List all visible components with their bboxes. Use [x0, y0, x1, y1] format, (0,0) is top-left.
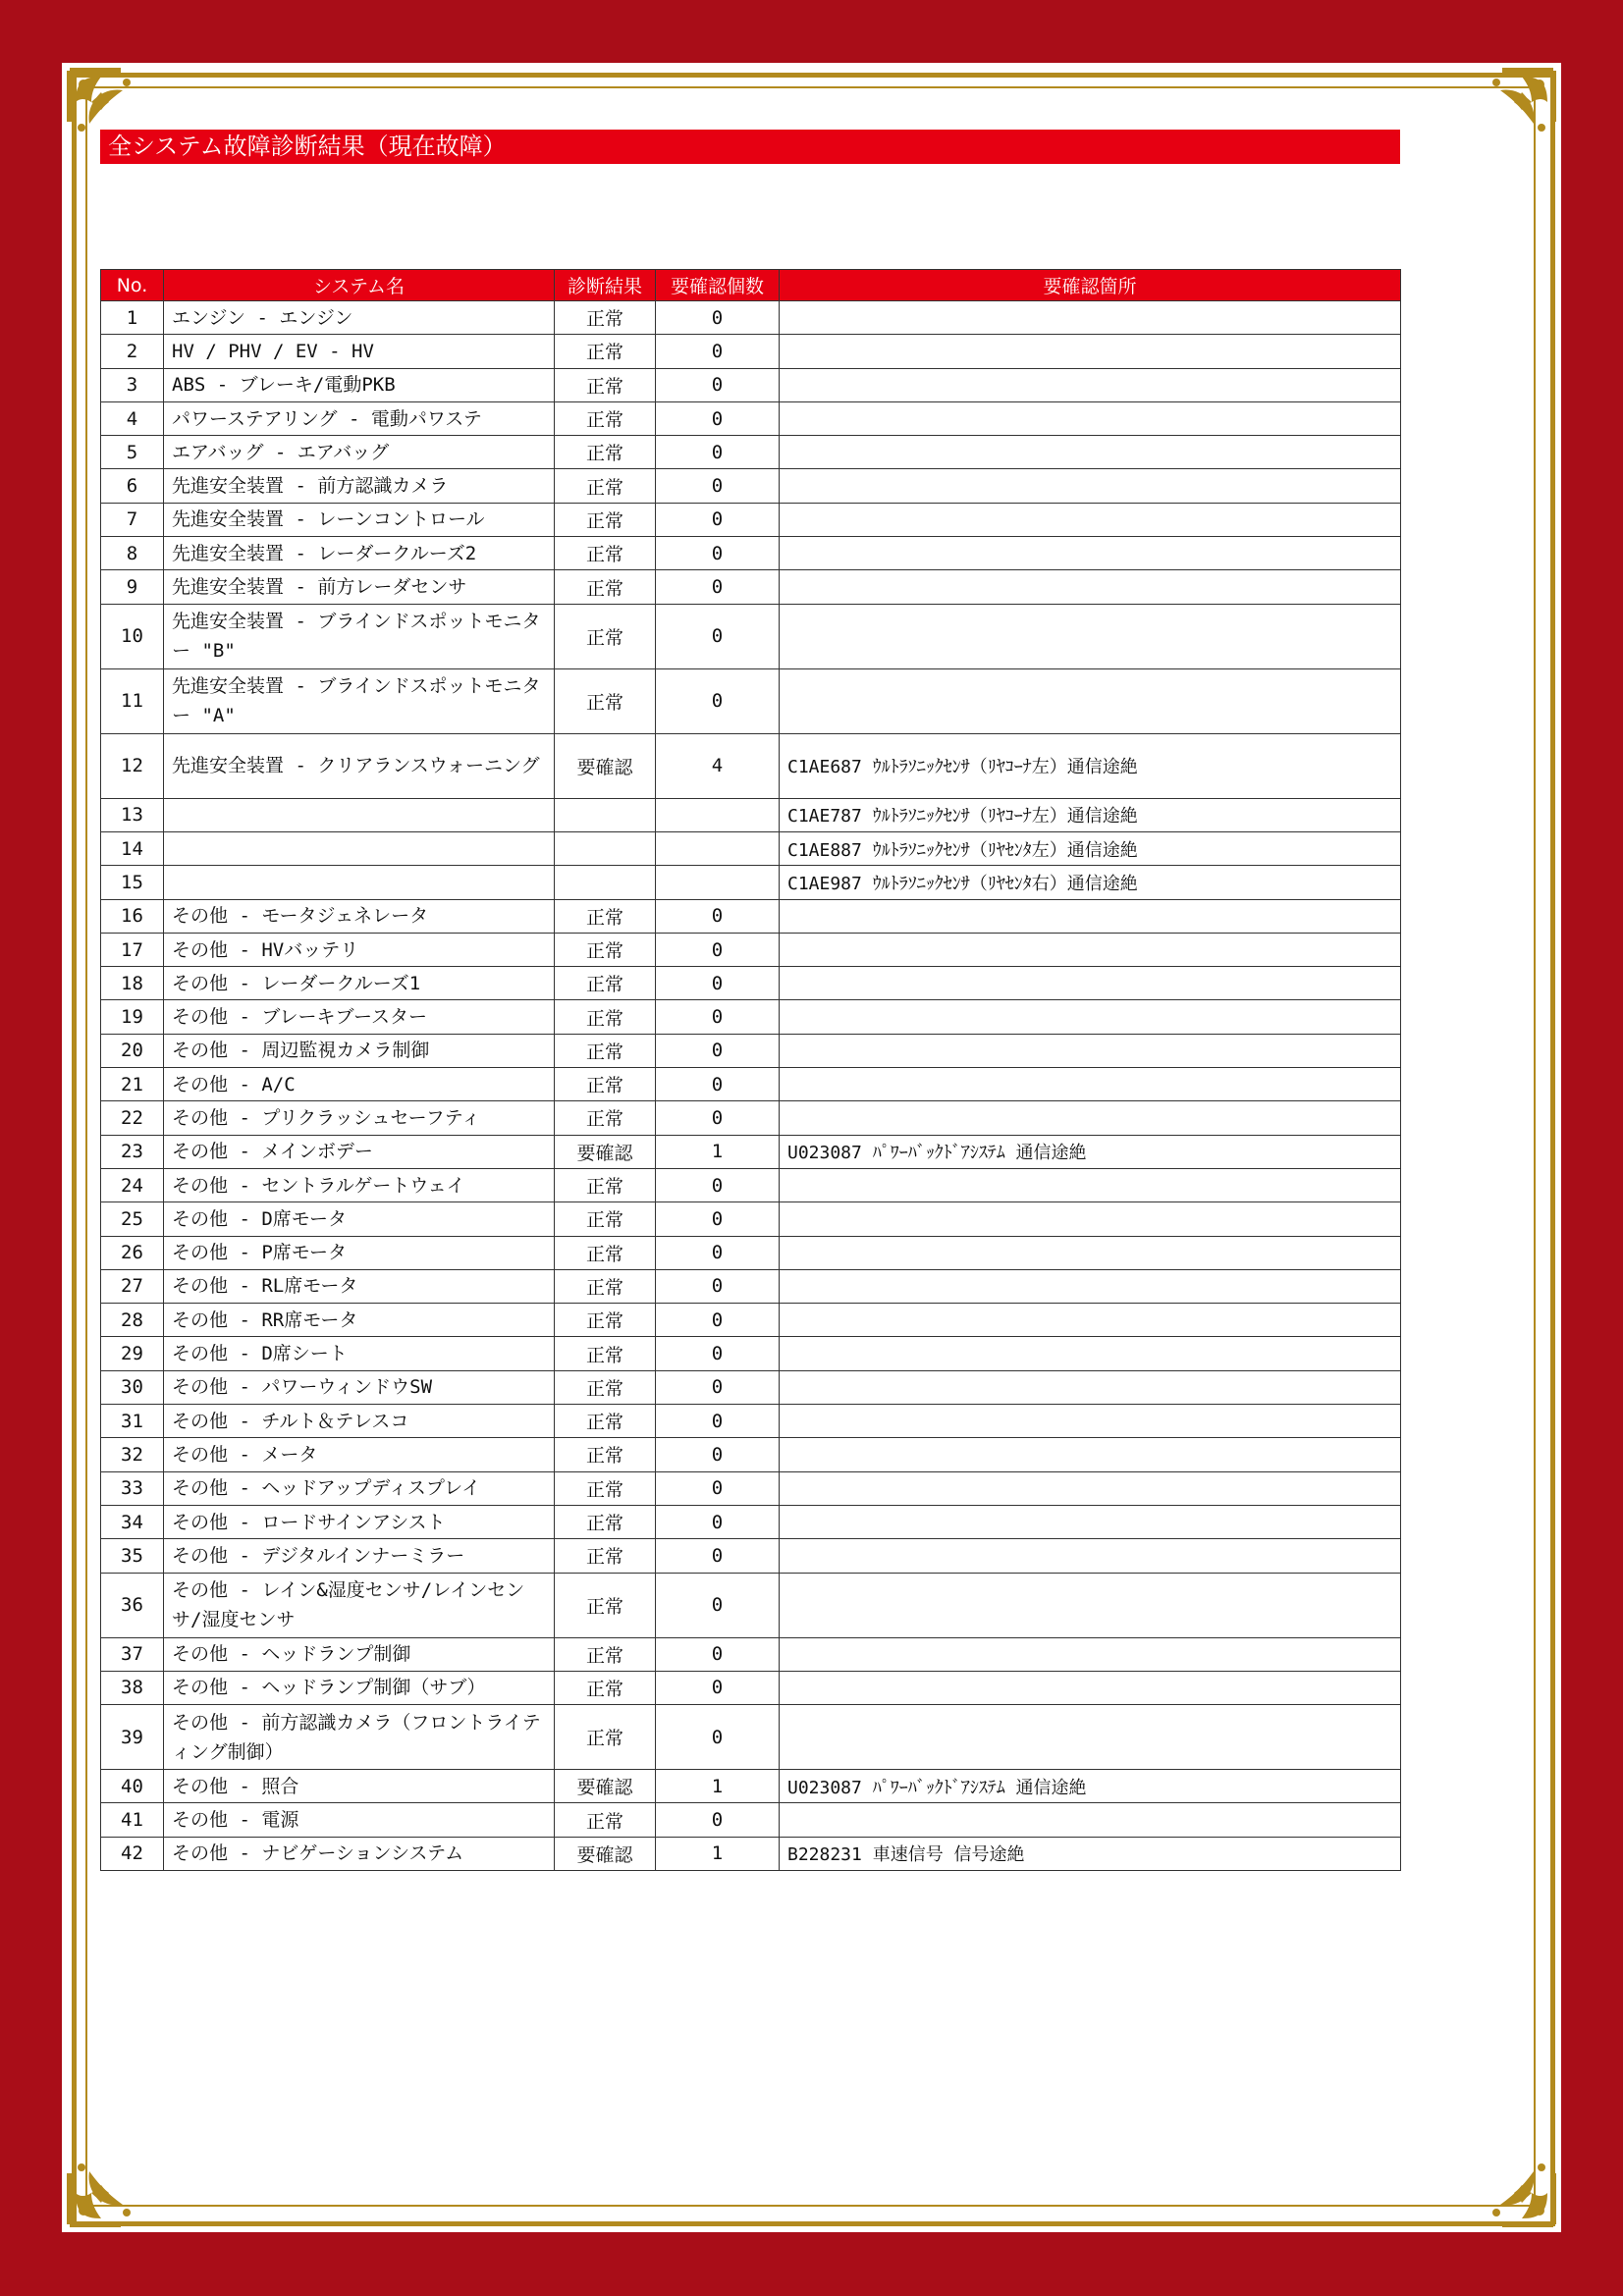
check-count-cell: 1: [656, 1770, 780, 1803]
column-header-no: No.: [101, 270, 164, 301]
diagnosis-result-cell: [555, 798, 656, 831]
diagnosis-result-cell: 要確認: [555, 1770, 656, 1803]
check-count-cell: [656, 798, 780, 831]
table-row: [101, 1705, 1401, 1770]
check-count-cell: 0: [656, 1438, 780, 1471]
table-row: [101, 1000, 1401, 1034]
table-row: [101, 899, 1401, 933]
table-body: [101, 301, 1401, 1871]
row-number-cell: 9: [101, 570, 164, 604]
system-name-cell: その他 - 電源: [164, 1803, 555, 1837]
system-name-cell: その他 - チルト＆テレスコ: [164, 1405, 555, 1438]
check-location-cell: [780, 1000, 1401, 1034]
table-row: [101, 1370, 1401, 1404]
check-location-cell: [780, 368, 1401, 401]
diagnosis-result-cell: 正常: [555, 1101, 656, 1135]
table-row: [101, 1034, 1401, 1067]
row-number-cell: 2: [101, 335, 164, 368]
table-row: [101, 1068, 1401, 1101]
check-count-cell: 0: [656, 1269, 780, 1303]
check-count-cell: 0: [656, 1671, 780, 1704]
table-row: [101, 1637, 1401, 1671]
check-count-cell: 0: [656, 570, 780, 604]
report-title: 全システム故障診断結果（現在故障）: [100, 130, 1400, 164]
row-number-cell: 40: [101, 1770, 164, 1803]
diagnosis-result-cell: 正常: [555, 933, 656, 966]
table-row: [101, 1471, 1401, 1505]
check-location-cell: [780, 503, 1401, 536]
diagnosis-result-cell: 正常: [555, 335, 656, 368]
check-count-cell: 0: [656, 1236, 780, 1269]
row-number-cell: 26: [101, 1236, 164, 1269]
diagnosis-result-cell: 正常: [555, 1370, 656, 1404]
diagnosis-result-cell: 正常: [555, 1236, 656, 1269]
check-location-cell: [780, 1471, 1401, 1505]
table-row: [101, 1202, 1401, 1236]
table-row: [101, 668, 1401, 733]
diagnosis-result-cell: 要確認: [555, 1837, 656, 1870]
check-location-cell: [780, 933, 1401, 966]
row-number-cell: 10: [101, 604, 164, 668]
diagnosis-result-cell: 正常: [555, 1539, 656, 1573]
check-location-cell: [780, 1438, 1401, 1471]
table-row: [101, 1168, 1401, 1201]
check-count-cell: 0: [656, 967, 780, 1000]
check-location-cell: [780, 1202, 1401, 1236]
diagnosis-result-cell: 正常: [555, 604, 656, 668]
diagnosis-result-cell: 要確認: [555, 1135, 656, 1168]
system-name-cell: その他 - ヘッドアップディスプレイ: [164, 1471, 555, 1505]
diagnosis-result-cell: 正常: [555, 1337, 656, 1370]
check-location-cell: C1AE687 ｳﾙﾄﾗｿﾆｯｸｾﾝｻ（ﾘﾔｺｰﾅ左）通信途絶: [780, 733, 1401, 798]
row-number-cell: 39: [101, 1705, 164, 1770]
diagnosis-result-cell: 正常: [555, 1573, 656, 1637]
system-name-cell: 先進安全装置 - ブラインドスポットモニター "A": [164, 668, 555, 733]
diagnosis-result-cell: 正常: [555, 1803, 656, 1837]
row-number-cell: 38: [101, 1671, 164, 1704]
row-number-cell: 8: [101, 537, 164, 570]
check-location-cell: [780, 469, 1401, 503]
check-location-cell: [780, 570, 1401, 604]
check-location-cell: C1AE987 ｳﾙﾄﾗｿﾆｯｸｾﾝｻ（ﾘﾔｾﾝﾀ右）通信途絶: [780, 866, 1401, 899]
table-row: [101, 1573, 1401, 1637]
table-row: [101, 798, 1401, 831]
check-location-cell: [780, 668, 1401, 733]
check-count-cell: 0: [656, 368, 780, 401]
system-name-cell: その他 - プリクラッシュセーフティ: [164, 1101, 555, 1135]
diagnosis-result-cell: 正常: [555, 401, 656, 435]
system-name-cell: [164, 866, 555, 899]
check-location-cell: [780, 1671, 1401, 1704]
system-name-cell: その他 - 前方認識カメラ（フロントライティング制御）: [164, 1705, 555, 1770]
check-count-cell: 1: [656, 1837, 780, 1870]
system-name-cell: その他 - ロードサインアシスト: [164, 1505, 555, 1538]
row-number-cell: 11: [101, 668, 164, 733]
check-location-cell: [780, 335, 1401, 368]
table-row: [101, 967, 1401, 1000]
diagnosis-result-cell: 正常: [555, 1405, 656, 1438]
row-number-cell: 24: [101, 1168, 164, 1201]
check-location-cell: [780, 1539, 1401, 1573]
system-name-cell: [164, 831, 555, 865]
check-count-cell: 0: [656, 436, 780, 469]
system-name-cell: その他 - パワーウィンドウSW: [164, 1370, 555, 1404]
check-count-cell: 0: [656, 537, 780, 570]
check-location-cell: [780, 604, 1401, 668]
column-header-count: 要確認個数: [656, 270, 780, 301]
row-number-cell: 12: [101, 733, 164, 798]
diagnosis-result-cell: [555, 866, 656, 899]
row-number-cell: 18: [101, 967, 164, 1000]
check-location-cell: [780, 1068, 1401, 1101]
check-count-cell: 0: [656, 1505, 780, 1538]
row-number-cell: 19: [101, 1000, 164, 1034]
row-number-cell: 27: [101, 1269, 164, 1303]
ornament-corner-icon: [1467, 63, 1561, 157]
check-count-cell: 0: [656, 668, 780, 733]
system-name-cell: その他 - メインボデー: [164, 1135, 555, 1168]
table-row: [101, 733, 1401, 798]
check-location-cell: [780, 1101, 1401, 1135]
system-name-cell: パワーステアリング - 電動パワステ: [164, 401, 555, 435]
system-name-cell: その他 - ヘッドランプ制御: [164, 1637, 555, 1671]
table-row: [101, 1236, 1401, 1269]
system-name-cell: エアバッグ - エアバッグ: [164, 436, 555, 469]
check-count-cell: 4: [656, 733, 780, 798]
row-number-cell: 41: [101, 1803, 164, 1837]
check-count-cell: 0: [656, 1637, 780, 1671]
row-number-cell: 36: [101, 1573, 164, 1637]
table-row: [101, 401, 1401, 435]
table-row: [101, 1803, 1401, 1837]
system-name-cell: その他 - デジタルインナーミラー: [164, 1539, 555, 1573]
diagnosis-result-cell: [555, 831, 656, 865]
ornament-corner-icon: [1467, 2138, 1561, 2232]
column-header-system: システム名: [164, 270, 555, 301]
check-count-cell: 0: [656, 1202, 780, 1236]
check-count-cell: 0: [656, 1168, 780, 1201]
table-row: [101, 1337, 1401, 1370]
system-name-cell: その他 - RL席モータ: [164, 1269, 555, 1303]
diagnosis-result-cell: 正常: [555, 469, 656, 503]
system-name-cell: 先進安全装置 - 前方認識カメラ: [164, 469, 555, 503]
check-location-cell: [780, 1370, 1401, 1404]
check-count-cell: 0: [656, 899, 780, 933]
table-row: [101, 1269, 1401, 1303]
system-name-cell: その他 - RR席モータ: [164, 1304, 555, 1337]
column-header-result: 診断結果: [555, 270, 656, 301]
row-number-cell: 34: [101, 1505, 164, 1538]
check-count-cell: [656, 866, 780, 899]
table-header-row: [101, 270, 1401, 301]
row-number-cell: 21: [101, 1068, 164, 1101]
row-number-cell: 15: [101, 866, 164, 899]
check-count-cell: 0: [656, 503, 780, 536]
row-number-cell: 25: [101, 1202, 164, 1236]
check-count-cell: 0: [656, 1573, 780, 1637]
system-name-cell: 先進安全装置 - レーンコントロール: [164, 503, 555, 536]
check-location-cell: U023087 ﾊﾟﾜｰﾊﾞｯｸﾄﾞｱｼｽﾃﾑ 通信途絶: [780, 1135, 1401, 1168]
system-name-cell: その他 - ブレーキブースター: [164, 1000, 555, 1034]
table-row: [101, 1135, 1401, 1168]
check-count-cell: 0: [656, 335, 780, 368]
check-location-cell: [780, 1573, 1401, 1637]
check-location-cell: [780, 1269, 1401, 1303]
table-row: [101, 604, 1401, 668]
system-name-cell: [164, 798, 555, 831]
diagnosis-result-cell: 正常: [555, 368, 656, 401]
table-row: [101, 570, 1401, 604]
table-row: [101, 368, 1401, 401]
check-location-cell: [780, 967, 1401, 1000]
check-count-cell: 0: [656, 1370, 780, 1404]
system-name-cell: その他 - レーダークルーズ1: [164, 967, 555, 1000]
system-name-cell: その他 - P席モータ: [164, 1236, 555, 1269]
table-row: [101, 503, 1401, 536]
row-number-cell: 31: [101, 1405, 164, 1438]
system-name-cell: その他 - 周辺監視カメラ制御: [164, 1034, 555, 1067]
check-count-cell: 0: [656, 1337, 780, 1370]
row-number-cell: 33: [101, 1471, 164, 1505]
diagnosis-result-cell: 正常: [555, 436, 656, 469]
row-number-cell: 4: [101, 401, 164, 435]
check-count-cell: 0: [656, 1034, 780, 1067]
diagnosis-result-cell: 正常: [555, 301, 656, 335]
check-count-cell: 0: [656, 1803, 780, 1837]
system-name-cell: その他 - ヘッドランプ制御（サブ）: [164, 1671, 555, 1704]
diagnosis-result-cell: 正常: [555, 570, 656, 604]
check-count-cell: 0: [656, 933, 780, 966]
row-number-cell: 7: [101, 503, 164, 536]
row-number-cell: 14: [101, 831, 164, 865]
diagnosis-result-cell: 正常: [555, 1505, 656, 1538]
row-number-cell: 37: [101, 1637, 164, 1671]
check-location-cell: B228231 車速信号 信号途絶: [780, 1837, 1401, 1870]
diagnosis-result-cell: 正常: [555, 1034, 656, 1067]
check-location-cell: [780, 1637, 1401, 1671]
row-number-cell: 13: [101, 798, 164, 831]
check-count-cell: 0: [656, 1000, 780, 1034]
table-row: [101, 1837, 1401, 1870]
table-row: [101, 1304, 1401, 1337]
diagnosis-result-cell: 要確認: [555, 733, 656, 798]
diagnosis-result-cell: 正常: [555, 1671, 656, 1704]
system-name-cell: その他 - セントラルゲートウェイ: [164, 1168, 555, 1201]
check-location-cell: C1AE787 ｳﾙﾄﾗｿﾆｯｸｾﾝｻ（ﾘﾔｺｰﾅ左）通信途絶: [780, 798, 1401, 831]
system-name-cell: その他 - レイン&湿度センサ/レインセンサ/湿度センサ: [164, 1573, 555, 1637]
system-name-cell: 先進安全装置 - 前方レーダセンサ: [164, 570, 555, 604]
row-number-cell: 35: [101, 1539, 164, 1573]
table-row: [101, 933, 1401, 966]
system-name-cell: 先進安全装置 - クリアランスウォーニング: [164, 733, 555, 798]
check-count-cell: 0: [656, 604, 780, 668]
diagnosis-result-cell: 正常: [555, 899, 656, 933]
check-location-cell: C1AE887 ｳﾙﾄﾗｿﾆｯｸｾﾝｻ（ﾘﾔｾﾝﾀ左）通信途絶: [780, 831, 1401, 865]
check-location-cell: [780, 1304, 1401, 1337]
system-name-cell: エンジン - エンジン: [164, 301, 555, 335]
check-location-cell: [780, 1405, 1401, 1438]
check-location-cell: [780, 436, 1401, 469]
diagnosis-result-cell: 正常: [555, 1438, 656, 1471]
system-name-cell: その他 - ナビゲーションシステム: [164, 1837, 555, 1870]
check-count-cell: 0: [656, 1304, 780, 1337]
ornament-corner-icon: [62, 2138, 156, 2232]
diagnosis-result-cell: 正常: [555, 1068, 656, 1101]
system-name-cell: その他 - メータ: [164, 1438, 555, 1471]
check-count-cell: 0: [656, 401, 780, 435]
row-number-cell: 29: [101, 1337, 164, 1370]
row-number-cell: 17: [101, 933, 164, 966]
check-location-cell: [780, 401, 1401, 435]
check-count-cell: 0: [656, 301, 780, 335]
diagnosis-result-cell: 正常: [555, 1269, 656, 1303]
row-number-cell: 42: [101, 1837, 164, 1870]
diagnosis-result-cell: 正常: [555, 503, 656, 536]
check-count-cell: 0: [656, 1705, 780, 1770]
diagnosis-result-cell: 正常: [555, 1000, 656, 1034]
check-count-cell: 0: [656, 1539, 780, 1573]
table-row: [101, 1539, 1401, 1573]
diagnosis-result-cell: 正常: [555, 537, 656, 570]
system-name-cell: その他 - モータジェネレータ: [164, 899, 555, 933]
row-number-cell: 6: [101, 469, 164, 503]
system-name-cell: その他 - D席シート: [164, 1337, 555, 1370]
row-number-cell: 23: [101, 1135, 164, 1168]
system-name-cell: その他 - D席モータ: [164, 1202, 555, 1236]
check-count-cell: 0: [656, 1471, 780, 1505]
check-count-cell: [656, 831, 780, 865]
check-count-cell: 0: [656, 1068, 780, 1101]
table-row: [101, 1770, 1401, 1803]
table-row: [101, 436, 1401, 469]
diagnosis-result-cell: 正常: [555, 1304, 656, 1337]
table-row: [101, 1671, 1401, 1704]
diagnosis-result-cell: 正常: [555, 668, 656, 733]
diagnosis-result-cell: 正常: [555, 1168, 656, 1201]
table-row: [101, 1101, 1401, 1135]
system-name-cell: 先進安全装置 - ブラインドスポットモニター "B": [164, 604, 555, 668]
check-location-cell: [780, 537, 1401, 570]
table-row: [101, 1438, 1401, 1471]
table-row: [101, 335, 1401, 368]
system-name-cell: その他 - A/C: [164, 1068, 555, 1101]
check-location-cell: [780, 1034, 1401, 1067]
check-location-cell: U023087 ﾊﾟﾜｰﾊﾞｯｸﾄﾞｱｼｽﾃﾑ 通信途絶: [780, 1770, 1401, 1803]
table-row: [101, 537, 1401, 570]
system-name-cell: ABS - ブレーキ/電動PKB: [164, 368, 555, 401]
check-count-cell: 0: [656, 1405, 780, 1438]
diagnosis-result-cell: 正常: [555, 1705, 656, 1770]
check-count-cell: 0: [656, 469, 780, 503]
system-name-cell: その他 - 照合: [164, 1770, 555, 1803]
system-name-cell: HV / PHV / EV - HV: [164, 335, 555, 368]
row-number-cell: 3: [101, 368, 164, 401]
check-location-cell: [780, 899, 1401, 933]
check-location-cell: [780, 1505, 1401, 1538]
row-number-cell: 1: [101, 301, 164, 335]
diagnosis-result-cell: 正常: [555, 1637, 656, 1671]
check-count-cell: 0: [656, 1101, 780, 1135]
check-location-cell: [780, 301, 1401, 335]
table-row: [101, 831, 1401, 865]
diagnosis-table: [100, 269, 1401, 1871]
system-name-cell: その他 - HVバッテリ: [164, 933, 555, 966]
row-number-cell: 5: [101, 436, 164, 469]
diagnosis-result-cell: 正常: [555, 967, 656, 1000]
diagnosis-result-cell: 正常: [555, 1471, 656, 1505]
table-row: [101, 469, 1401, 503]
system-name-cell: 先進安全装置 - レーダークルーズ2: [164, 537, 555, 570]
check-location-cell: [780, 1236, 1401, 1269]
table-row: [101, 1505, 1401, 1538]
diagnosis-result-cell: 正常: [555, 1202, 656, 1236]
check-count-cell: 1: [656, 1135, 780, 1168]
column-header-location: 要確認箇所: [780, 270, 1401, 301]
row-number-cell: 28: [101, 1304, 164, 1337]
check-location-cell: [780, 1705, 1401, 1770]
row-number-cell: 20: [101, 1034, 164, 1067]
row-number-cell: 22: [101, 1101, 164, 1135]
row-number-cell: 30: [101, 1370, 164, 1404]
check-location-cell: [780, 1803, 1401, 1837]
check-location-cell: [780, 1168, 1401, 1201]
table-row: [101, 301, 1401, 335]
table-row: [101, 1405, 1401, 1438]
row-number-cell: 32: [101, 1438, 164, 1471]
check-location-cell: [780, 1337, 1401, 1370]
table-row: [101, 866, 1401, 899]
row-number-cell: 16: [101, 899, 164, 933]
